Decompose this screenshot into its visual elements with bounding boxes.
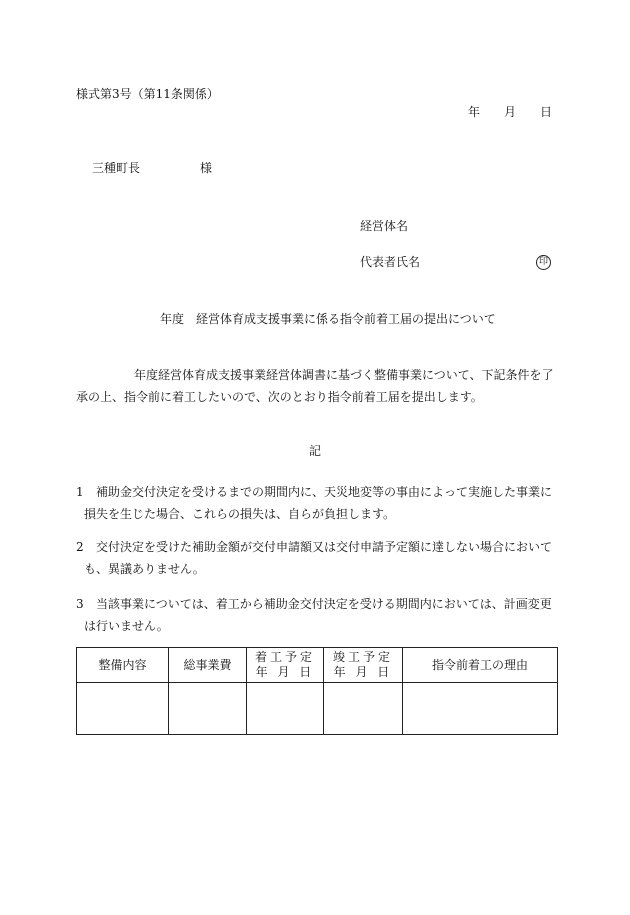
body-line-1: 年度経営体育成支援事業経営体調書に基づく整備事業について、下記条件を了 (134, 368, 554, 382)
condition-item (76, 593, 556, 637)
table-row (77, 683, 558, 735)
body-paragraph (76, 364, 556, 408)
table-cell[interactable] (247, 683, 324, 735)
header-total-cost: 総事業費 (169, 648, 247, 683)
header-reason: 指令前着工の理由 (403, 648, 558, 683)
condition-item (76, 536, 556, 580)
condition-number: 3 (76, 597, 84, 611)
condition-number: 1 (76, 485, 84, 499)
document-title: 年度 経営体育成支援事業に係る指令前着工届の提出について (160, 312, 496, 326)
condition-line-1: 補助金交付決定を受けるまでの期間内に、天災地変等の事由によって実施した事業に (96, 485, 553, 499)
ki-heading: 記 (309, 444, 322, 458)
condition-line-1: 当該事業については、着工から補助金交付決定を受ける期間内においては、計画変更 (96, 597, 552, 611)
header-start-date: 着工予定 年 月 日 (247, 648, 324, 683)
form-number: 様式第3号（第11条関係） (76, 87, 219, 101)
condition-line-2: も、異議ありません。 (84, 562, 205, 576)
date-line: 年 月 日 (468, 105, 553, 119)
table-header-row (77, 648, 558, 683)
condition-line-2: 損失を生じた場合、これらの損失は、自らが負担します。 (84, 507, 396, 521)
seal-icon: 印 (536, 255, 551, 270)
body-line-2: 承の上、指令前に着工したいので、次のとおり指令前着工届を提出します。 (76, 390, 483, 404)
header-work-content: 整備内容 (77, 648, 169, 683)
condition-line-2: は行いません。 (84, 619, 169, 633)
table-cell[interactable] (403, 683, 558, 735)
addressee: 三種町長 様 (92, 161, 213, 175)
header-completion-date: 竣工予定 年 月 日 (324, 648, 403, 683)
applicant-org-label: 経営体名 (360, 219, 409, 233)
table-cell[interactable] (169, 683, 247, 735)
table-cell[interactable] (324, 683, 403, 735)
condition-line-1: 交付決定を受けた補助金額が交付申請額又は交付申請予定額に達しない場合において (96, 540, 553, 554)
condition-item (76, 481, 556, 525)
applicant-rep-label: 代表者氏名 (360, 255, 421, 269)
construction-table (76, 647, 558, 735)
table-cell[interactable] (77, 683, 169, 735)
condition-number: 2 (76, 540, 84, 554)
